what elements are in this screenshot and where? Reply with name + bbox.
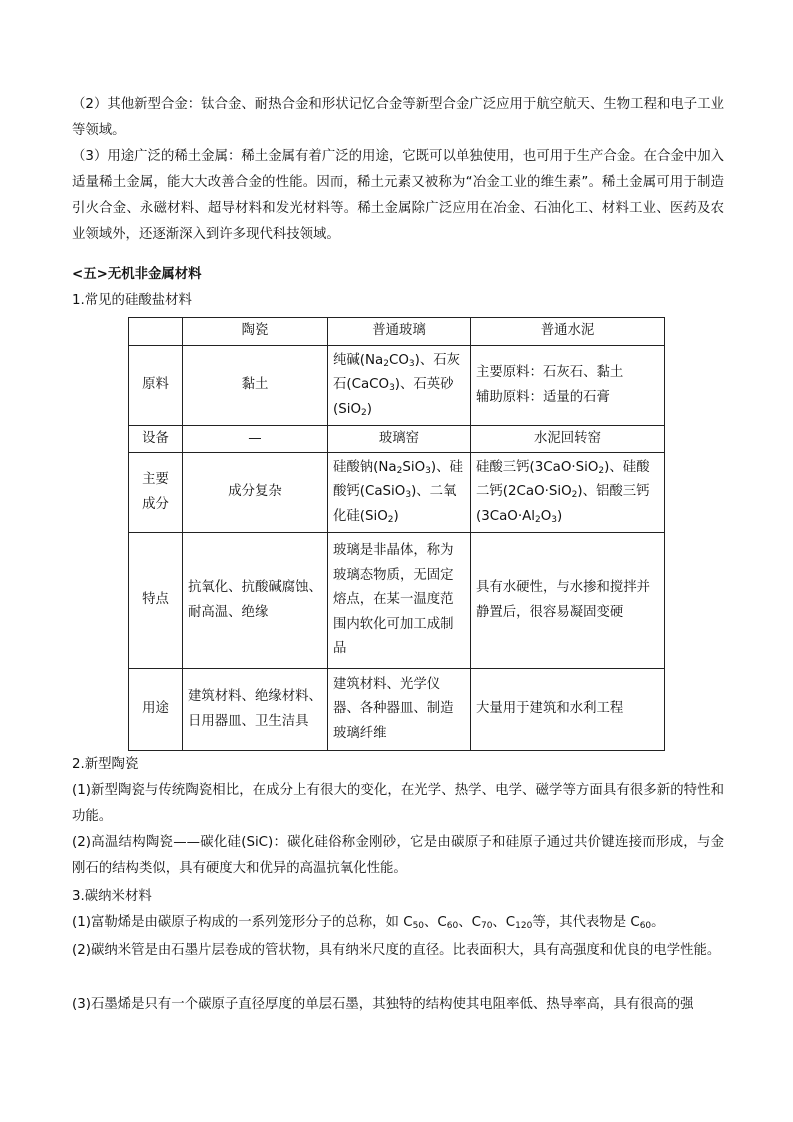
table-header-cell <box>129 318 183 346</box>
cell-cement-features: 具有水硬性，与水掺和搅拌并静置后，很容易凝固变硬 <box>471 533 665 669</box>
table-header-cell: 陶瓷 <box>183 318 328 346</box>
cell-ceramic-uses: 建筑材料、绝缘材料、日用器皿、卫生洁具 <box>183 669 328 751</box>
cell-glass-features: 玻璃是非晶体，称为玻璃态物质，无固定熔点，在某一温度范围内软化可加工成制品 <box>328 533 471 669</box>
cell-ceramic-raw: 黏土 <box>183 346 328 426</box>
subsection-title-carbon-nano: 3.碳纳米材料 <box>72 889 152 904</box>
cell-ceramic-main: 成分复杂 <box>183 453 328 533</box>
silicate-materials-table <box>128 317 665 751</box>
cell-cement-raw: 主要原料：石灰石、黏土 辅助原料：适量的石膏 <box>471 346 665 426</box>
cell-cement-uses: 大量用于建筑和水利工程 <box>471 669 665 751</box>
subsection-title-silicate: 1.常见的硅酸盐材料 <box>72 293 192 308</box>
table-row-features <box>129 533 665 669</box>
cell-glass-main: 硅酸钠$(Na_2SiO_3)$、硅酸钙(CaSiO$_3$)、二氧化硅(SiO$_2$) <box>328 453 471 533</box>
row-label: 特点 <box>129 533 183 669</box>
paragraph-new-alloys: （2）其他新型合金：钛合金、耐热合金和形状记忆合金等新型合金广泛应用于航空航天、生物工程和电子工业等领域。 <box>72 97 724 138</box>
table-header-cell: 普通玻璃 <box>328 318 471 346</box>
cell-cement-main: 硅酸三钙(3CaO·SiO$_2$)、硅酸二钙(2CaO·SiO$_2$)、铝酸三钙$(3CaO\cdot Al_2O_3)$ <box>471 453 665 533</box>
section-heading: <五>无机非金属材料 <box>72 267 202 282</box>
paragraph-rare-earth: （3）用途广泛的稀土金属：稀土金属有着广泛的用途，它既可以单独使用，也可用于生产合金。在合金中加入适量稀土金属，能大大改善合金的性能。因而，稀土元素又被称为“冶金工业的维生素”。稀土金属可用于制造引火合金、永磁材料、超导材料和发光材料等。稀土金属除广泛应用在冶金、石油化工、材料工业、医药及农业领域外，还逐渐深入到许多现代科技领域。 <box>72 149 724 242</box>
cell-glass-equipment: 玻璃窑 <box>328 426 471 453</box>
row-label: 原料 <box>129 346 183 426</box>
row-label: 设备 <box>129 426 183 453</box>
cell-ceramic-equipment: — <box>183 426 328 453</box>
table-row-raw-materials <box>129 346 665 426</box>
table-row-uses <box>129 669 665 751</box>
paragraph-silicon-carbide: (2)高温结构陶瓷——碳化硅(SiC)：碳化硅俗称金刚砂，它是由碳原子和硅原子通过共价键连接而形成，与金刚石的结构类似，具有硬度大和优异的高温抗氧化性能。 <box>72 835 724 876</box>
table-row-main-components <box>129 453 665 533</box>
table-header-row <box>129 318 665 346</box>
cell-cement-equipment: 水泥回转窑 <box>471 426 665 453</box>
paragraph-carbon-nanotube: (2)碳纳米管是由石墨片层卷成的管状物，具有纳米尺度的直径。比表面积大，具有高强度和优良的电学性能。 <box>72 943 721 958</box>
subsection-title-new-ceramics: 2.新型陶瓷 <box>72 757 139 772</box>
paragraph-fullerene: (1)富勒烯是由碳原子构成的一系列笼形分子的总称，如 $C_{50}$、$C_{60}$、$C_{70}$、$C_{120}$等，其代表物是 $C_{60}$。 <box>72 915 665 931</box>
table-row-equipment <box>129 426 665 453</box>
row-label: 主要 成分 <box>129 453 183 533</box>
paragraph-graphene: (3)石墨烯是只有一个碳原子直径厚度的单层石墨，其独特的结构使其电阻率低、热导率高，具有很高的强 <box>72 997 694 1012</box>
cell-glass-raw: 纯碱$(Na_2CO_3)$、石灰石(CaCO$_3$)、石英砂(SiO$_2$) <box>328 346 471 426</box>
table-header-cell: 普通水泥 <box>471 318 665 346</box>
cell-ceramic-features: 抗氧化、抗酸碱腐蚀、耐高温、绝缘 <box>183 533 328 669</box>
paragraph-new-ceramics: (1)新型陶瓷与传统陶瓷相比，在成分上有很大的变化，在光学、热学、电学、磁学等方面具有很多新的特性和功能。 <box>72 783 724 824</box>
cell-glass-uses: 建筑材料、光学仪器、各种器皿、制造玻璃纤维 <box>328 669 471 751</box>
row-label: 用途 <box>129 669 183 751</box>
